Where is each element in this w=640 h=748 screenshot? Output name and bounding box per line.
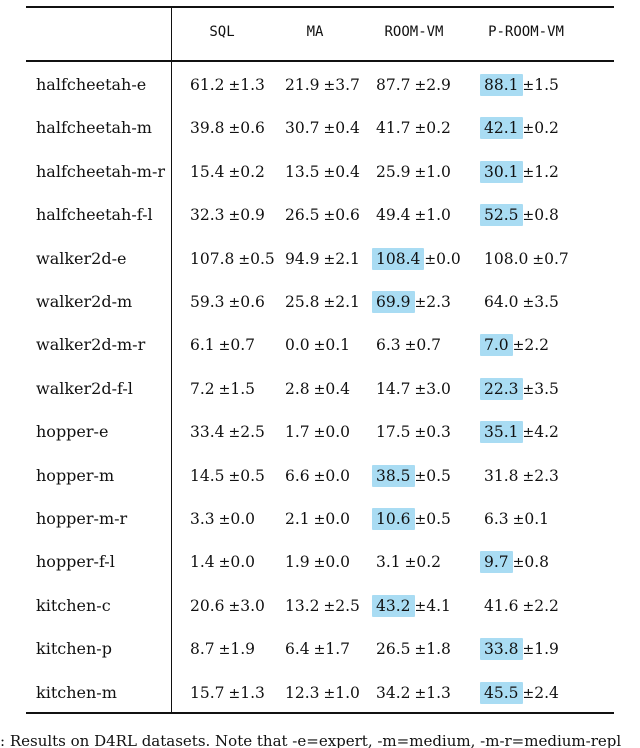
std-value: 0.0 [436, 249, 461, 268]
result-cell [186, 204, 265, 226]
plus-minus-symbol: ± [414, 381, 427, 398]
std-value: 0.7 [416, 336, 442, 355]
std-value: 1.5 [534, 76, 559, 94]
std-value: 0.6 [240, 293, 265, 311]
mean-value: 21.9 [285, 76, 320, 94]
result-cell [281, 291, 360, 313]
mean-value: 34.2 [376, 683, 411, 702]
highlighted-mean-value: 42.1 [480, 117, 523, 139]
table-caption: : Results on D4RL datasets. Note that -e=expert, -m=medium, -m-r=medium-repl [0, 732, 622, 748]
result-cell [480, 204, 559, 226]
std-value: 0.6 [240, 119, 265, 138]
result-cell [372, 638, 451, 660]
result-cell [281, 161, 360, 183]
mean-value: 7.2 [190, 379, 215, 398]
highlighted-mean-value: 10.6 [372, 508, 415, 530]
plus-minus-symbol: ± [512, 338, 525, 355]
std-value: 0.0 [325, 553, 351, 572]
plus-minus-symbol: ± [228, 164, 241, 181]
plus-minus-symbol: ± [218, 381, 231, 398]
plus-minus-symbol: ± [323, 295, 336, 311]
env-name: walker2d-f-l [36, 378, 133, 398]
mean-value: 3.1 [376, 553, 401, 572]
std-value: 1.7 [325, 640, 351, 659]
plus-minus-symbol: ± [313, 642, 326, 659]
std-value: 2.1 [335, 293, 360, 311]
mean-value: 6.4 [285, 640, 310, 659]
result-cell [480, 334, 549, 356]
std-value: 1.5 [230, 379, 256, 398]
result-cell [372, 682, 451, 704]
plus-minus-symbol: ± [323, 685, 336, 702]
table-row [0, 672, 640, 715]
result-cell [281, 508, 350, 530]
std-value: 0.4 [325, 379, 351, 398]
result-cell [480, 551, 549, 573]
result-cell [281, 421, 350, 443]
result-cell [281, 465, 350, 487]
mean-value: 6.3 [376, 336, 401, 355]
plus-minus-symbol: ± [228, 78, 241, 94]
std-value: 0.2 [240, 162, 265, 181]
plus-minus-symbol: ± [512, 555, 525, 572]
plus-minus-symbol: ± [228, 208, 241, 225]
std-value: 0.5 [240, 466, 265, 485]
std-value: 0.9 [240, 206, 265, 225]
std-value: 2.2 [524, 336, 550, 355]
plus-minus-symbol: ± [404, 338, 417, 355]
mean-value: 6.3 [484, 510, 509, 528]
result-cell [480, 378, 559, 400]
result-cell [480, 508, 549, 530]
std-value: 2.9 [426, 76, 451, 94]
result-cell [186, 248, 275, 270]
mean-value: 26.5 [285, 206, 320, 225]
table-row [0, 324, 640, 367]
plus-minus-symbol: ± [228, 598, 241, 615]
std-value: 0.8 [534, 206, 559, 225]
highlighted-mean-value: 33.8 [480, 638, 523, 660]
plus-minus-symbol: ± [218, 642, 231, 659]
mean-value: 13.5 [285, 162, 320, 181]
table-row [0, 64, 640, 107]
std-value: 2.2 [534, 596, 559, 615]
result-cell [186, 378, 255, 400]
highlighted-mean-value: 88.1 [480, 74, 523, 96]
result-cell [281, 638, 350, 660]
result-cell [372, 161, 451, 183]
result-cell [480, 291, 559, 313]
plus-minus-symbol: ± [323, 208, 336, 225]
std-value: 0.0 [325, 423, 351, 442]
plus-minus-symbol: ± [313, 555, 326, 572]
result-cell [281, 204, 360, 226]
highlighted-mean-value: 45.5 [480, 682, 523, 704]
table-row [0, 498, 640, 541]
result-cell [372, 204, 451, 226]
result-cell [186, 508, 255, 530]
plus-minus-symbol: ± [532, 251, 545, 268]
plus-minus-symbol: ± [404, 555, 417, 572]
plus-minus-symbol: ± [313, 468, 326, 485]
env-name: hopper-e [36, 422, 109, 442]
std-value: 2.3 [426, 293, 451, 311]
highlighted-mean-value: 69.9 [372, 291, 415, 313]
mean-value: 6.1 [190, 336, 215, 355]
table-row [0, 151, 640, 194]
result-cell [372, 248, 461, 270]
result-cell [186, 551, 255, 573]
std-value: 0.0 [325, 466, 351, 485]
std-value: 1.0 [426, 206, 451, 225]
result-cell [281, 334, 350, 356]
std-value: 1.9 [230, 640, 256, 659]
table-row [0, 194, 640, 237]
table-row [0, 585, 640, 628]
env-name: halfcheetah-e [36, 75, 147, 94]
result-cell [186, 161, 265, 183]
plus-minus-symbol: ± [522, 685, 535, 702]
std-value: 1.3 [240, 683, 265, 702]
env-name: kitchen-c [36, 595, 111, 615]
std-value: 0.0 [230, 553, 256, 572]
result-cell [186, 291, 265, 313]
table-row [0, 281, 640, 324]
table-row [0, 107, 640, 150]
std-value: 0.1 [325, 336, 351, 355]
mean-value: 6.6 [285, 466, 310, 485]
result-cell [372, 551, 441, 573]
env-name: halfcheetah-m [36, 118, 152, 138]
env-name: walker2d-m [36, 292, 133, 311]
header-room-vm: ROOM-VM [384, 24, 444, 40]
result-cell [281, 595, 360, 617]
env-name: hopper-f-l [36, 552, 115, 572]
std-value: 0.3 [426, 423, 451, 442]
plus-minus-symbol: ± [414, 295, 427, 311]
mean-value: 17.5 [376, 423, 411, 442]
result-cell [480, 248, 569, 270]
std-value: 2.5 [240, 423, 265, 442]
plus-minus-symbol: ± [522, 208, 535, 225]
result-cell [372, 465, 451, 487]
plus-minus-symbol: ± [238, 251, 251, 268]
plus-minus-symbol: ± [522, 642, 535, 659]
std-value: 1.8 [426, 640, 451, 659]
std-value: 0.2 [426, 119, 451, 138]
plus-minus-symbol: ± [424, 251, 437, 268]
result-cell [281, 682, 360, 704]
std-value: 1.0 [426, 162, 451, 181]
table-header [0, 22, 640, 46]
plus-minus-symbol: ± [323, 121, 336, 138]
highlighted-mean-value: 30.1 [480, 161, 523, 183]
mean-value: 13.2 [285, 596, 320, 615]
highlighted-mean-value: 9.7 [480, 551, 513, 573]
env-name: hopper-m-r [36, 509, 128, 528]
result-cell [372, 291, 451, 313]
highlighted-mean-value: 52.5 [480, 204, 523, 226]
mean-value: 61.2 [190, 76, 225, 94]
plus-minus-symbol: ± [522, 121, 535, 138]
result-cell [186, 421, 265, 443]
mean-value: 14.5 [190, 466, 225, 485]
std-value: 0.5 [250, 249, 275, 268]
plus-minus-symbol: ± [228, 425, 241, 442]
std-value: 1.3 [240, 76, 265, 94]
mean-value: 33.4 [190, 423, 225, 442]
table-row [0, 411, 640, 454]
plus-minus-symbol: ± [313, 338, 326, 355]
result-cell [480, 638, 559, 660]
env-name: hopper-m [36, 465, 115, 485]
result-cell [480, 595, 559, 617]
std-value: 0.6 [335, 206, 360, 225]
mean-value: 41.6 [484, 596, 519, 615]
plus-minus-symbol: ± [414, 642, 427, 659]
plus-minus-symbol: ± [414, 685, 427, 702]
std-value: 0.0 [230, 510, 256, 528]
result-cell [372, 595, 451, 617]
highlighted-mean-value: 38.5 [372, 465, 415, 487]
plus-minus-symbol: ± [313, 425, 326, 442]
mean-value: 15.4 [190, 162, 225, 181]
header-rule [26, 60, 614, 62]
plus-minus-symbol: ± [218, 338, 231, 355]
result-cell [480, 465, 559, 487]
result-cell [281, 551, 350, 573]
result-cell [372, 74, 451, 96]
std-value: 0.1 [524, 510, 550, 528]
mean-value: 59.3 [190, 293, 225, 311]
mean-value: 0.0 [285, 336, 310, 355]
std-value: 1.3 [426, 683, 451, 702]
result-cell [480, 161, 559, 183]
top-rule [26, 6, 614, 8]
plus-minus-symbol: ± [323, 251, 336, 268]
highlighted-mean-value: 22.3 [480, 378, 523, 400]
table-row [0, 368, 640, 411]
mean-value: 14.7 [376, 379, 411, 398]
result-cell [281, 248, 360, 270]
mean-value: 32.3 [190, 206, 225, 225]
std-value: 0.5 [426, 466, 451, 485]
mean-value: 1.9 [285, 553, 310, 572]
std-value: 0.2 [416, 553, 442, 572]
plus-minus-symbol: ± [414, 598, 427, 615]
std-value: 3.0 [240, 596, 265, 615]
plus-minus-symbol: ± [414, 164, 427, 181]
mean-value: 8.7 [190, 640, 215, 659]
std-value: 0.4 [335, 119, 360, 138]
highlighted-mean-value: 108.4 [372, 248, 424, 270]
plus-minus-symbol: ± [522, 381, 535, 398]
plus-minus-symbol: ± [218, 512, 231, 528]
mean-value: 1.7 [285, 423, 310, 442]
table-row [0, 238, 640, 281]
plus-minus-symbol: ± [414, 78, 427, 94]
header-ma: MA [306, 24, 324, 40]
std-value: 3.5 [534, 293, 559, 311]
std-value: 2.1 [335, 249, 360, 268]
std-value: 0.7 [544, 249, 569, 268]
result-cell [372, 508, 451, 530]
plus-minus-symbol: ± [522, 78, 535, 94]
env-name: walker2d-m-r [36, 335, 146, 355]
plus-minus-symbol: ± [522, 425, 535, 442]
std-value: 3.7 [335, 76, 360, 94]
highlighted-mean-value: 43.2 [372, 595, 415, 617]
mean-value: 49.4 [376, 206, 411, 225]
plus-minus-symbol: ± [522, 468, 535, 485]
std-value: 0.4 [335, 162, 360, 181]
std-value: 3.5 [534, 379, 559, 398]
table-row [0, 455, 640, 498]
result-cell [186, 682, 265, 704]
mean-value: 64.0 [484, 293, 519, 311]
plus-minus-symbol: ± [414, 512, 427, 528]
result-cell [372, 378, 451, 400]
mean-value: 108.0 [484, 249, 529, 268]
std-value: 0.8 [524, 553, 550, 572]
mean-value: 26.5 [376, 640, 411, 659]
plus-minus-symbol: ± [512, 512, 525, 528]
std-value: 2.3 [534, 466, 559, 485]
mean-value: 107.8 [190, 249, 235, 268]
mean-value: 87.7 [376, 76, 411, 94]
result-cell [480, 117, 559, 139]
env-name: kitchen-p [36, 639, 112, 659]
mean-value: 31.8 [484, 466, 519, 485]
result-cell [372, 117, 451, 139]
std-value: 0.7 [230, 336, 256, 355]
result-cell [186, 595, 265, 617]
env-name: halfcheetah-m-r [36, 161, 165, 181]
plus-minus-symbol: ± [228, 295, 241, 311]
result-cell [186, 638, 255, 660]
table-row [0, 628, 640, 671]
std-value: 1.0 [335, 683, 360, 702]
mean-value: 41.7 [376, 119, 411, 138]
plus-minus-symbol: ± [522, 598, 535, 615]
env-name: kitchen-m [36, 682, 117, 702]
std-value: 0.5 [426, 510, 451, 528]
result-cell [281, 74, 360, 96]
plus-minus-symbol: ± [313, 381, 326, 398]
std-value: 3.0 [426, 379, 451, 398]
result-cell [281, 378, 350, 400]
plus-minus-symbol: ± [414, 121, 427, 138]
std-value: 1.9 [534, 640, 559, 659]
std-value: 0.0 [325, 510, 351, 528]
std-value: 2.4 [534, 683, 559, 702]
plus-minus-symbol: ± [414, 425, 427, 442]
result-cell [372, 421, 451, 443]
mean-value: 2.1 [285, 510, 310, 528]
plus-minus-symbol: ± [313, 512, 326, 528]
plus-minus-symbol: ± [414, 208, 427, 225]
std-value: 4.1 [426, 596, 451, 615]
header-p-room-vm: P-ROOM-VM [488, 24, 564, 40]
result-cell [186, 334, 255, 356]
highlighted-mean-value: 7.0 [480, 334, 513, 356]
plus-minus-symbol: ± [228, 685, 241, 702]
result-cell [186, 74, 265, 96]
mean-value: 39.8 [190, 119, 225, 138]
plus-minus-symbol: ± [522, 295, 535, 311]
result-cell [281, 117, 360, 139]
mean-value: 12.3 [285, 683, 320, 702]
mean-value: 15.7 [190, 683, 225, 702]
std-value: 0.2 [534, 119, 559, 138]
header-sql: SQL [209, 24, 235, 40]
plus-minus-symbol: ± [228, 468, 241, 485]
highlighted-mean-value: 35.1 [480, 421, 523, 443]
result-cell [186, 465, 265, 487]
std-value: 4.2 [534, 423, 559, 442]
env-name: halfcheetah-f-l [36, 205, 153, 225]
plus-minus-symbol: ± [414, 468, 427, 485]
plus-minus-symbol: ± [323, 164, 336, 181]
result-cell [480, 74, 559, 96]
mean-value: 25.9 [376, 162, 411, 181]
mean-value: 25.8 [285, 293, 320, 311]
plus-minus-symbol: ± [218, 555, 231, 572]
result-cell [480, 682, 559, 704]
result-cell [372, 334, 441, 356]
mean-value: 30.7 [285, 119, 320, 138]
plus-minus-symbol: ± [323, 598, 336, 615]
result-cell [480, 421, 559, 443]
plus-minus-symbol: ± [522, 164, 535, 181]
mean-value: 20.6 [190, 596, 225, 615]
mean-value: 2.8 [285, 379, 310, 398]
result-cell [186, 117, 265, 139]
plus-minus-symbol: ± [228, 121, 241, 138]
env-name: walker2d-e [36, 248, 127, 268]
mean-value: 3.3 [190, 510, 215, 528]
mean-value: 1.4 [190, 553, 215, 572]
mean-value: 94.9 [285, 249, 320, 268]
plus-minus-symbol: ± [323, 78, 336, 94]
std-value: 1.2 [534, 162, 559, 181]
table-row [0, 541, 640, 584]
std-value: 2.5 [335, 596, 360, 615]
